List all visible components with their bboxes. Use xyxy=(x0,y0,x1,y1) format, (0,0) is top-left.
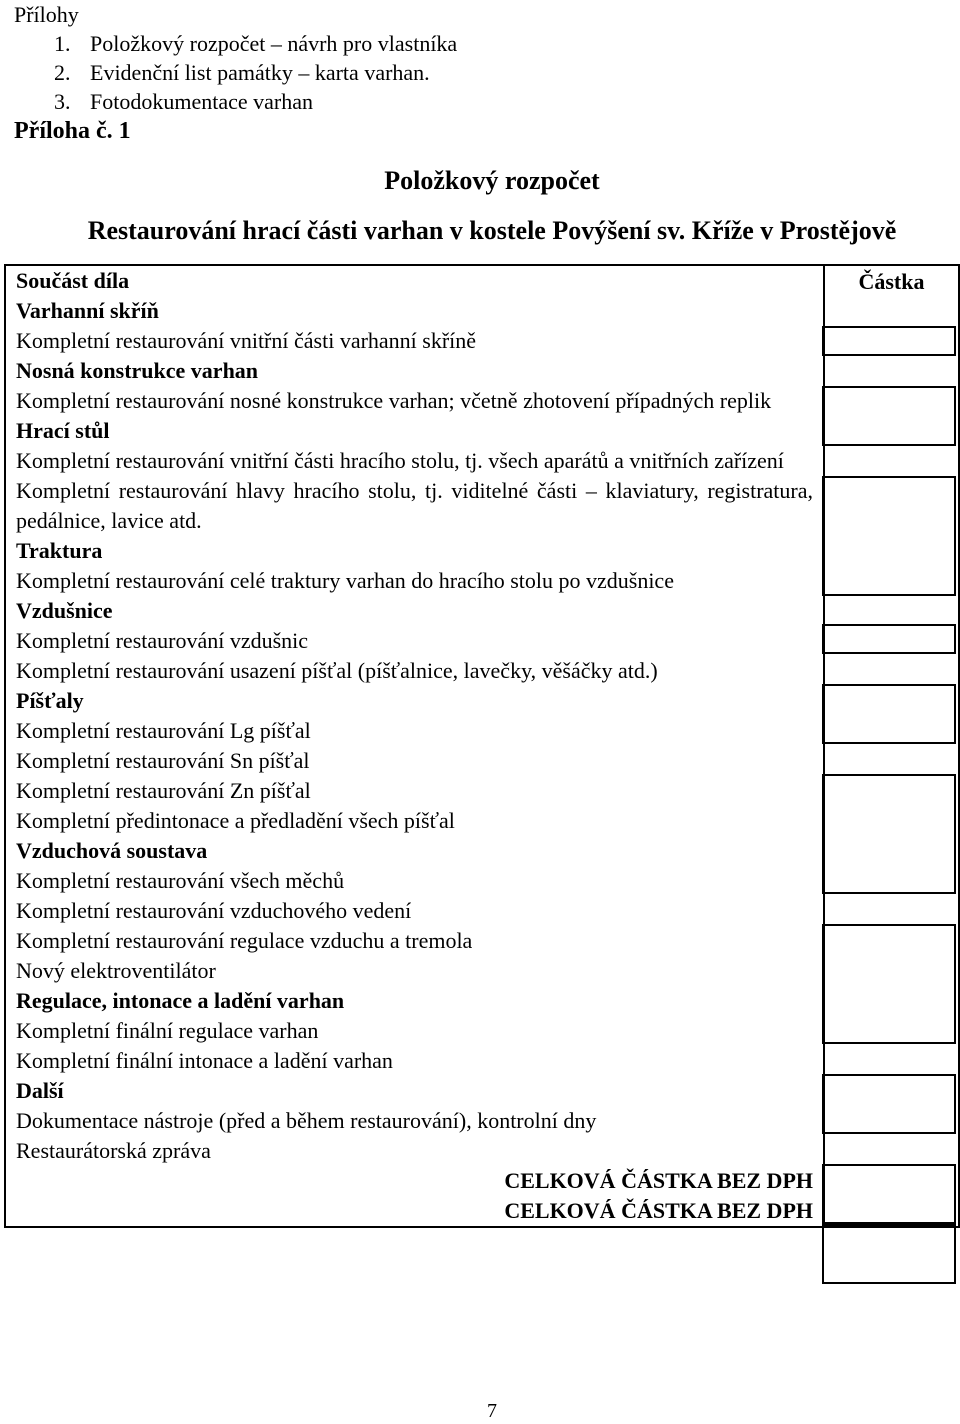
budget-item: Kompletní restaurování vzdušnic xyxy=(16,628,309,653)
budget-item: Kompletní restaurování nosné konstrukce varhan; včetně zhotovení případných replik xyxy=(16,388,772,413)
budget-item: Kompletní restaurování Sn píšťal xyxy=(16,748,310,773)
amount-cell[interactable] xyxy=(822,1164,956,1224)
list-item: 3. Fotodokumentace varhan xyxy=(54,89,313,114)
amount-cell[interactable] xyxy=(822,624,956,654)
section-title: Nosná konstrukce varhan xyxy=(16,358,259,383)
budget-item: Kompletní restaurování hlavy hracího stolu, tj. viditelné části – klaviatury, registratura, pedálnice, lavice atd. xyxy=(16,478,813,533)
budget-item: Kompletní restaurování vnitřní části varhanní skříně xyxy=(16,328,477,353)
budget-table xyxy=(4,264,960,1228)
column-header: Součást díla xyxy=(16,268,130,293)
amount-cell[interactable] xyxy=(822,774,956,894)
budget-item: Kompletní restaurování Lg píšťal xyxy=(16,718,311,743)
attachments-list xyxy=(14,29,457,116)
parts-column xyxy=(5,265,824,1227)
amount-cell[interactable] xyxy=(822,924,956,1044)
section-title: Další xyxy=(16,1078,64,1103)
budget-item: Restaurátorská zpráva xyxy=(16,1138,211,1163)
section-title: Vzdušnice xyxy=(16,598,113,623)
attachments-heading: Přílohy xyxy=(14,2,79,27)
budget-item: Kompletní restaurování regulace vzduchu a tremola xyxy=(16,928,473,953)
total-label: CELKOVÁ ČÁSTKA BEZ DPH xyxy=(504,1198,813,1223)
list-item: 2. Evidenční list památky – karta varhan. xyxy=(54,60,430,85)
section-title: Píšťaly xyxy=(16,688,84,713)
budget-item: Kompletní restaurování usazení píšťal (píšťalnice, lavečky, věšáčky atd.) xyxy=(16,658,658,683)
section-title: Hrací stůl xyxy=(16,418,110,443)
budget-item: Nový elektroventilátor xyxy=(16,958,216,983)
budget-item: Kompletní restaurování vnitřní části hracího stolu, tj. všech aparátů a vnitřních zařízení xyxy=(16,448,784,473)
section-title: Regulace, intonace a ladění varhan xyxy=(16,988,345,1013)
page-subtitle: Restaurování hrací části varhan v kostele Povýšení sv. Kříže v Prostějově xyxy=(87,216,897,245)
column-header: Částka xyxy=(858,269,925,294)
amount-cell[interactable] xyxy=(822,684,956,744)
amount-cell[interactable] xyxy=(822,326,956,356)
page-number: 7 xyxy=(487,1400,497,1422)
amount-cell[interactable] xyxy=(822,1074,956,1134)
amount-cell[interactable] xyxy=(822,476,956,596)
budget-item: Kompletní restaurování všech měchů xyxy=(16,868,345,893)
budget-item: Kompletní finální intonace a ladění varhan xyxy=(16,1048,393,1073)
budget-item: Kompletní restaurování vzduchového vedení xyxy=(16,898,412,923)
section-title: Traktura xyxy=(16,538,103,563)
budget-item: Kompletní finální regulace varhan xyxy=(16,1018,319,1043)
annex-label: Příloha č. 1 xyxy=(14,118,131,144)
budget-item: Kompletní restaurování Zn píšťal xyxy=(16,778,311,803)
budget-item: Kompletní restaurování celé traktury varhan do hracího stolu po vzdušnice xyxy=(16,568,674,593)
budget-item: Kompletní předintonace a předladění všech píšťal xyxy=(16,808,455,833)
list-item: 1. Položkový rozpočet – návrh pro vlastníka xyxy=(54,31,458,56)
page-title: Položkový rozpočet xyxy=(384,166,600,195)
section-title: Varhanní skříň xyxy=(16,298,159,323)
total-label: CELKOVÁ ČÁSTKA BEZ DPH xyxy=(504,1168,813,1193)
budget-item: Dokumentace nástroje (před a během restaurování), kontrolní dny xyxy=(16,1108,597,1133)
total-amount-cell[interactable] xyxy=(822,1224,956,1284)
amount-cell[interactable] xyxy=(822,386,956,446)
section-title: Vzduchová soustava xyxy=(16,838,208,863)
attachments-block xyxy=(14,0,457,116)
